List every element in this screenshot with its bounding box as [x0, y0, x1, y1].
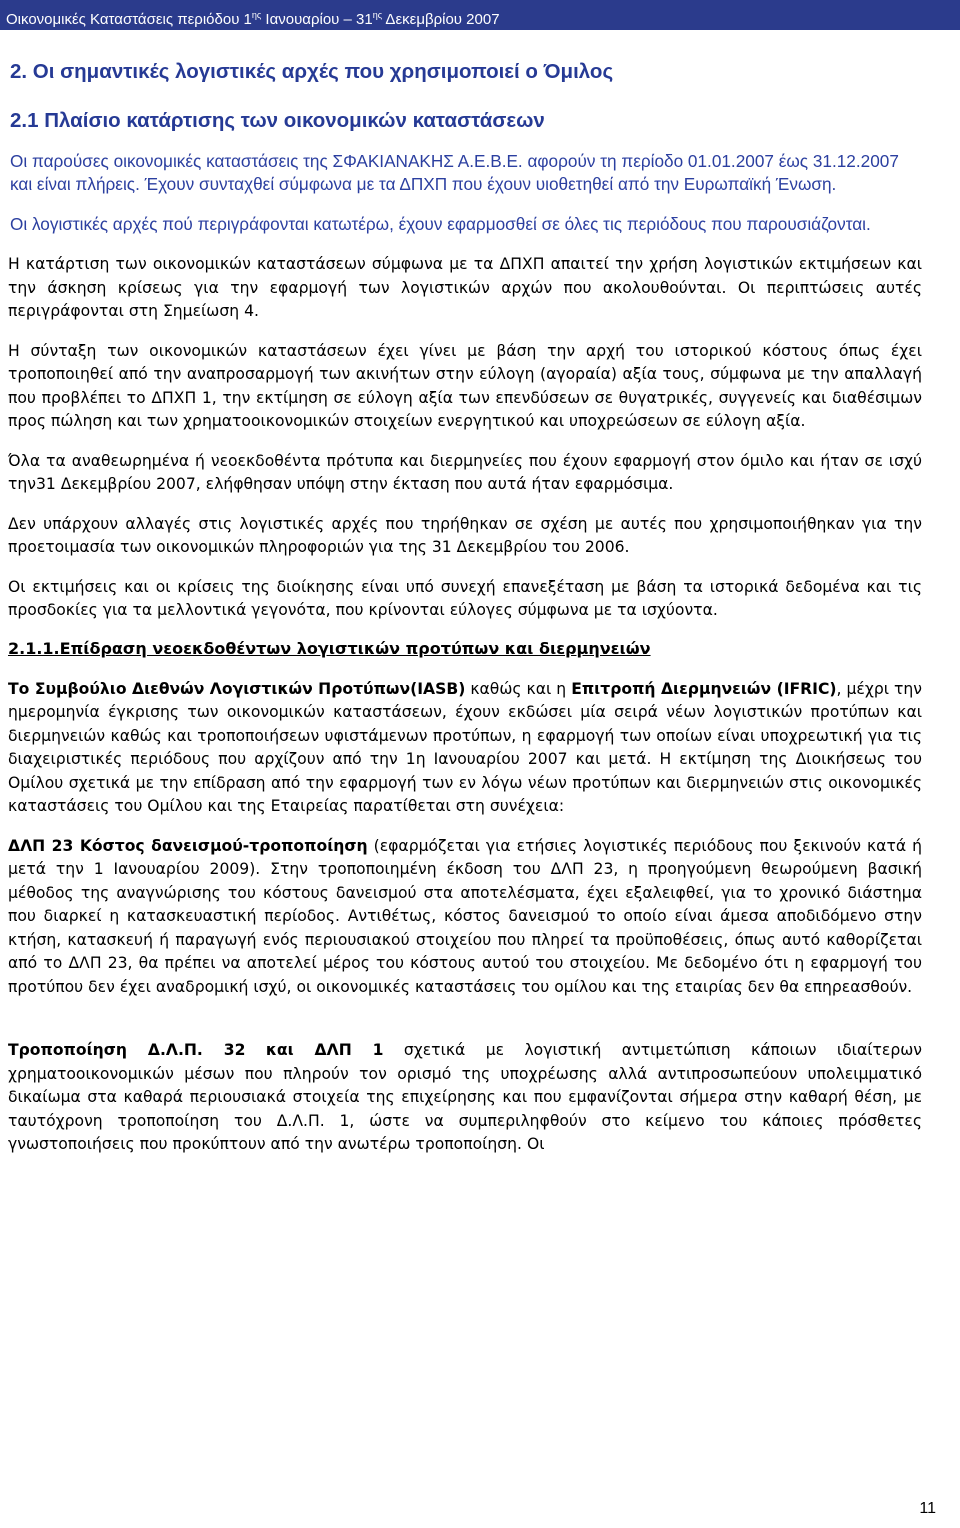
section-heading: 2. Οι σημαντικές λογιστικές αρχές που χρησιμοποιεί ο Όμιλος [10, 60, 614, 83]
principles-paragraph: Οι λογιστικές αρχές πού περιγράφονται κατωτέρω, έχουν εφαρμοσθεί σε όλες τις περιόδους που παρουσιάζονται. [10, 214, 871, 234]
page-number: 11 [919, 1500, 936, 1517]
paragraph-iasb: Το Συμβούλιο Διεθνών Λογιστικών Προτύπων(IASB) καθώς και η Επιτροπή Διερμηνειών (IFRIC), μέχρι την ημερομηνία έγκρισης των οικονομικών καταστάσεων, έχουν εκδώσει μία σειρά νέων λογιστικών προτύπων και διερμηνειών καθώς και τροποποιήσεων υφιστάμενων προτύπων, η εφαρμογή των οποίων είναι υποχρεωτική για τις διαχειριστικές περιόδους που αρχίζουν από την 1η Ιανουαρίου 2007 και μετά. Η εκτίμηση της Διοικήσεως του Ομίλου σχετικά με την επίδραση από την εφαρμογή των εν λόγω νέων προτύπων και διερμηνειών στις οικονομικές καταστάσεις του Ομίλου και της Εταιρείας παρατίθεται στη συνέχεια: [8, 679, 922, 815]
paragraph-judgements: Οι εκτιμήσεις και οι κρίσεις της διοίκησης είναι υπό συνεχή επανεξέταση με βάση τα ιστορικά δεδομένα και τις προσδοκίες για τα μελλοντικά γεγονότα, που κρίνονται εύλογες σύμφωνα με τα ισχύοντα. [8, 577, 922, 619]
subsection-heading: 2.1 Πλαίσιο κατάρτισης των οικονομικών καταστάσεων [10, 109, 545, 132]
paragraph-no-changes: Δεν υπάρχουν αλλαγές στις λογιστικές αρχές που τηρήθηκαν σε σχέση με αυτές που χρησιμοποιήθηκαν για την προετοιμασία των οικονομικών πληροφοριών για της 31 Δεκεμβρίου του 2006. [8, 514, 922, 556]
intro-paragraph: Οι παρούσες οικονομικές καταστάσεις της ΣΦΑΚΙΑΝΑΚΗΣ Α.Ε.Β.Ε. αφορούν τη περίοδο 01.01.2007 έως 31.12.2007 και είναι πλήρεις. Έχουν συνταχθεί σύμφωνα με τα ΔΠΧΠ που έχουν υιοθετηθεί από την Ευρωπαϊκή Ένωση. [10, 151, 899, 194]
paragraph-ias32: Τροποποίηση Δ.Λ.Π. 32 και ΔΛΠ 1 σχετικά με λογιστική αντιμετώπιση κάποιων ιδιαίτερων χρηματοοικονομικών μέσων που πληρούν τον ορισμό της υποχρέωσης αλλά αντιπροσωπεύουν υπολειμματικό δικαίωμα στα καθαρά περιουσιακά στοιχεία της επιχείρησης και που εμφανίζονται σήμερα στην καθαρή θέση, με ταυτόχρονη τροποποίηση του Δ.Λ.Π. 1, ώστε να συμπεριληφθούν στο κείμενο του κάποιες πρόσθετες γνωστοποιήσεις που προκύπτουν από την ανωτέρω τροποποίηση. Οι [8, 1041, 922, 1153]
running-header [0, 0, 960, 30]
paragraph-revised-standards: Όλα τα αναθεωρημένα ή νεοεκδοθέντα πρότυπα και διερμηνείες που έχουν εφαρμογή στον όμιλο και ήταν σε ισχύ την31 Δεκεμβρίου 2007, ελήφθησαν υπόψη στην έκταση που αυτά ήταν εφαρμόσιμα. [8, 451, 922, 493]
subsection-title: 2.1.1.Επίδραση νεοεκδοθέντων λογιστικών προτύπων και διερμηνειών [8, 638, 651, 658]
paragraph-estimates: Η κατάρτιση των οικονομικών καταστάσεων σύμφωνα με τα ΔΠΧΠ απαιτεί την χρήση λογιστικών εκτιμήσεων και την άσκηση κρίσεως για την εφαρμογή των λογιστικών αρχών που ακολουθούνται. Οι περιπτώσεις αυτές περιγράφονται στη Σημείωση 4. [8, 255, 922, 320]
document-body [6, 60, 922, 1173]
paragraph-historical-cost: Η σύνταξη των οικονομικών καταστάσεων έχει γίνει με βάση την αρχή του ιστορικού κόστους όπως έχει τροποποιηθεί από την αναπροσαρμογή των ακινήτων στην εύλογη (αγοραία) αξία τους, σύμφωνα με την απαλλαγή που προβλέπει το ΔΠΧΠ 1, την εκτίμηση σε εύλογη αξία των επενδύσεων σε θυγατρικές, συγγενείς και διαθέσιμων προς πώληση και των χρηματοοικονομικών στοιχείων ενεργητικού και υποχρεώσεων σε εύλογη αξία. [8, 341, 922, 430]
paragraph-ias23: ΔΛΠ 23 Κόστος δανεισμού-τροποποίηση (εφαρμόζεται για ετήσιες λογιστικές περιόδους που ξεκινούν κατά ή μετά την 1 Ιανουαρίου 2009). Στην τροποποιημένη έκδοση του ΔΛΠ 23, η προηγούμενη θεωρούμενη βασική μέθοδος της αναγνώρισης του κόστους δανεισμού στα αποτελέσματα, έχει εξαλειφθεί, για το χρονικό διάστημα που διαρκεί η κατασκευαστική περίοδος. Αντιθέτως, κόστος δανεισμού το οποίο είναι άμεσα αποδιδόμενο στην κτήση, κατασκευή ή παραγωγή ενός περιουσιακού στοιχείου που πληρεί τα προϋποθέσεις, όπως αυτό καθορίζεται από το ΔΛΠ 23, θα πρέπει να αποτελεί μέρος του κόστους αυτού του στοιχείου. Με δεδομένο ότι η εφαρμογή του προτύπου δεν έχει αναδρομική ισχύ, οι οικονομικές καταστάσεις του ομίλου και της εταιρίας δεν θα επηρεασθούν. [8, 836, 922, 996]
running-header-text: Οικονομικές Καταστάσεις περιόδου $1^{\eta\varsigma}$ Ιανουαρίου – $31^{\eta\varsigma}$ Δεκεμβρίου 2007 [6, 10, 500, 28]
